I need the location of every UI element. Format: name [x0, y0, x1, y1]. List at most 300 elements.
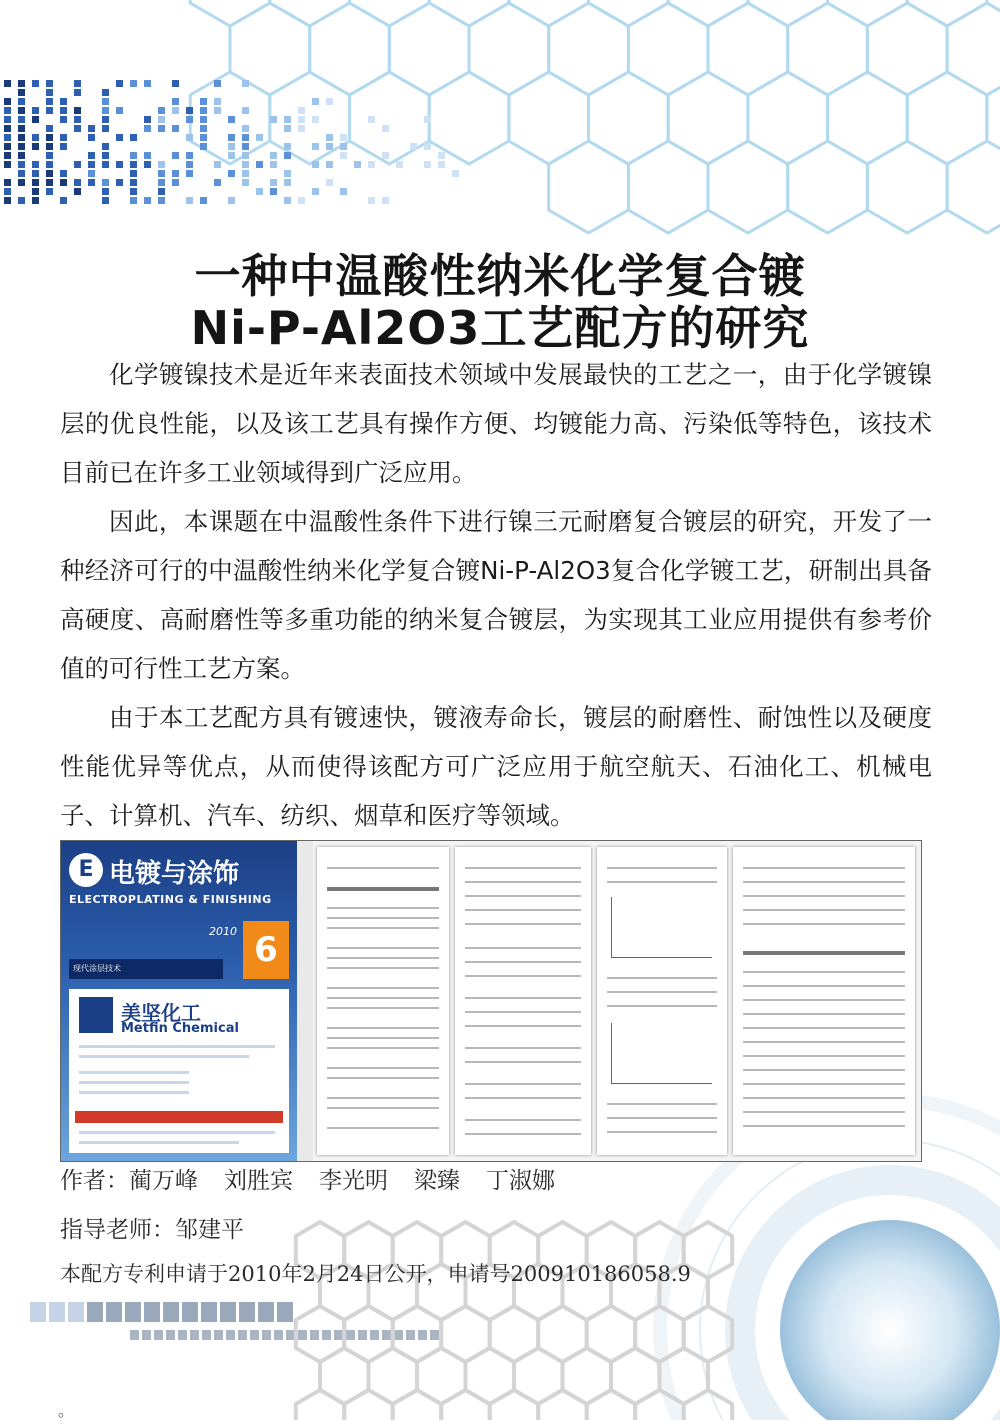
pixel-square [346, 1330, 355, 1340]
journal-name-en: ELECTROPLATING & FINISHING [69, 893, 272, 906]
pixel-square [116, 161, 123, 168]
page-text-line [327, 927, 439, 929]
pixel-square [144, 125, 151, 132]
pixel-square [158, 161, 165, 168]
page-text-line [743, 1041, 905, 1043]
hexagon [509, 0, 589, 26]
pixel-square [250, 1330, 259, 1340]
pixel-square [186, 152, 193, 159]
pixel-square [242, 152, 249, 159]
pixel-square [4, 134, 11, 141]
page-text-line [327, 1127, 439, 1129]
author-name: 蔺万峰 [129, 1168, 198, 1194]
ad-text-line [79, 1091, 189, 1094]
pixel-square [30, 1302, 46, 1322]
pixel-square [46, 179, 53, 186]
pixel-square [438, 161, 445, 168]
pixel-square [88, 134, 95, 141]
advertiser-name-cn: 美坚化工 [121, 1001, 201, 1025]
pixel-square [340, 134, 347, 141]
pixel-square [190, 1330, 199, 1340]
page-text-line [607, 1117, 717, 1119]
pixel-square [270, 188, 277, 195]
journal-photo [60, 840, 922, 1162]
pixel-square [284, 116, 291, 123]
pixel-square [334, 1330, 343, 1340]
pixel-square [200, 125, 207, 132]
cover-band: 现代涂层技术 [69, 959, 223, 979]
page-text-line [743, 1111, 905, 1113]
article-page [317, 847, 449, 1155]
pixel-square [172, 80, 179, 87]
hexagon [469, 3, 549, 95]
article-page [733, 847, 915, 1155]
pixel-square [102, 188, 109, 195]
pixel-square [130, 80, 137, 87]
pixel-square [74, 125, 81, 132]
pixel-square [242, 125, 249, 132]
page-text-line [465, 881, 581, 883]
pixel-square [144, 152, 151, 159]
pixel-square [284, 125, 291, 132]
pixel-square [186, 197, 193, 204]
pixel-square [60, 116, 67, 123]
pixel-square [430, 1330, 439, 1340]
pixel-square [18, 134, 25, 141]
pixel-square [18, 107, 25, 114]
pixel-square [32, 80, 39, 87]
pixel-square [226, 1330, 235, 1340]
pixel-square [130, 1330, 139, 1340]
advisor-line [60, 1211, 244, 1244]
ad-text-line [79, 1081, 189, 1084]
pixel-square [312, 98, 319, 105]
pixel-square [172, 98, 179, 105]
page-text-line [327, 867, 439, 869]
pixel-square [46, 188, 53, 195]
page-text-line [743, 1125, 905, 1127]
pixel-square [200, 143, 207, 150]
advisor-name: 邹建平 [175, 1217, 244, 1243]
page-text-line [327, 1027, 439, 1029]
pixel-square [172, 125, 179, 132]
pixel-square [154, 1330, 163, 1340]
hexagon-pattern-top [190, 0, 1000, 233]
pixel-square [382, 1330, 391, 1340]
hexagon [549, 141, 629, 233]
page-text-line [607, 1005, 717, 1007]
pixel-square [284, 152, 291, 159]
pixel-square [88, 152, 95, 159]
pixel-square [370, 1330, 379, 1340]
pixel-square [18, 125, 25, 132]
pixel-square [46, 161, 53, 168]
pixel-square [18, 152, 25, 159]
hexagon [270, 72, 350, 164]
pixel-square [340, 152, 347, 159]
page-text-line [465, 1061, 581, 1063]
pixel-square [312, 161, 319, 168]
hexagon [867, 141, 947, 233]
page-text-line [465, 923, 581, 925]
pixel-square [18, 143, 25, 150]
pixel-square [452, 170, 459, 177]
pixel-square [102, 179, 109, 186]
article-page [455, 847, 591, 1155]
pixel-square [368, 116, 375, 123]
pixel-square [74, 80, 81, 87]
hexagon [587, 1390, 636, 1420]
pixel-square [220, 1302, 236, 1322]
hexagon [947, 141, 1000, 233]
pixel-square [130, 152, 137, 159]
pixel-square [200, 197, 207, 204]
pixel-square [239, 1302, 255, 1322]
pixel-square [172, 179, 179, 186]
pixel-square [46, 143, 53, 150]
pixel-square [424, 143, 431, 150]
pixel-square [46, 107, 53, 114]
page-text-line [327, 967, 439, 969]
hexagon [668, 0, 748, 26]
pixel-square [4, 80, 11, 87]
pixel-square [228, 143, 235, 150]
pixel-square [214, 1330, 223, 1340]
pixel-square [172, 107, 179, 114]
pixel-square [186, 161, 193, 168]
pixel-square [418, 1330, 427, 1340]
pixel-square [298, 1330, 307, 1340]
pixel-square [200, 98, 207, 105]
pixel-square [256, 161, 263, 168]
page-text-line [465, 1133, 581, 1135]
pixel-square [298, 116, 305, 123]
pixel-square [60, 143, 67, 150]
pixel-square [158, 170, 165, 177]
page-text-line [327, 957, 439, 959]
pixel-square [4, 107, 11, 114]
page-title-line [327, 887, 439, 891]
page-text-line [465, 947, 581, 949]
pixel-square [270, 161, 277, 168]
pixel-square [242, 179, 249, 186]
pixel-square [158, 197, 165, 204]
pixel-square [46, 80, 53, 87]
pixel-square [102, 98, 109, 105]
pixel-square [46, 152, 53, 159]
page-figure [611, 1023, 712, 1084]
page-text-line [465, 1083, 581, 1085]
pixel-square [18, 98, 25, 105]
pixel-square [4, 161, 11, 168]
page-text-line [743, 867, 905, 869]
hexagon [509, 72, 589, 164]
journal-cover [61, 841, 297, 1161]
page-text-line [743, 1027, 905, 1029]
page-text-line [465, 1119, 581, 1121]
page-text-line [607, 1103, 717, 1105]
pixel-square [326, 98, 333, 105]
hexagon [538, 1390, 587, 1420]
pixel-square [32, 134, 39, 141]
pixel-square [186, 170, 193, 177]
pixel-square [228, 170, 235, 177]
pixel-square [88, 161, 95, 168]
pixel-square [46, 98, 53, 105]
pixel-square [74, 179, 81, 186]
pixel-square [256, 134, 263, 141]
paragraph-2: 因此，本课题在中温酸性条件下进行镍三元耐磨复合镀层的研究，开发了一种经济可行的中温酸性纳米化学复合镀Ni-P-Al2O3复合化学镀工艺，研制出具备高硬度、高耐磨性等多重功能的纳米复合镀层，为实现其工业应用提供有参考价值的可行性工艺方案。 [60, 507, 932, 683]
author-name: 梁臻 [414, 1168, 460, 1194]
journal-logo-icon: E [69, 853, 103, 887]
pixel-square [200, 134, 207, 141]
hexagon [708, 3, 788, 95]
pixel-square [270, 116, 277, 123]
page-text-line [465, 1097, 581, 1099]
pixel-square [32, 143, 39, 150]
page-text-line [465, 1025, 581, 1027]
hexagon [828, 72, 908, 164]
hexagon [190, 0, 270, 26]
pixel-square [32, 107, 39, 114]
pixel-square [214, 98, 221, 105]
pixel-square [312, 188, 319, 195]
advertiser-name-en: Metfin Chemical [121, 1021, 239, 1036]
pixel-square [60, 134, 67, 141]
hexagon [429, 72, 509, 164]
pixel-square [326, 161, 333, 168]
article-page [597, 847, 727, 1155]
page-text-line [465, 909, 581, 911]
pixel-square [326, 143, 333, 150]
page-text-line [607, 991, 717, 993]
author-name: 刘胜宾 [224, 1168, 293, 1194]
page-text-line [743, 895, 905, 897]
pixel-square [130, 170, 137, 177]
page-text-line [607, 977, 717, 979]
pixel-square [284, 179, 291, 186]
hexagon [828, 0, 908, 26]
pixel-square [102, 89, 109, 96]
pixel-square [256, 188, 263, 195]
pixel-square [424, 116, 431, 123]
pixel-square [172, 152, 179, 159]
pixel-square [102, 116, 109, 123]
page-text-line [743, 923, 905, 925]
pixel-square [242, 143, 249, 150]
pixel-square-pattern-top [4, 80, 459, 204]
pixel-square [410, 143, 417, 150]
hexagon [947, 3, 1000, 95]
pixel-square [202, 1330, 211, 1340]
hexagon [344, 1390, 393, 1420]
pixel-square [242, 80, 249, 87]
pixel-square [88, 170, 95, 177]
page-text-line [607, 867, 717, 869]
pixel-square [102, 161, 109, 168]
hexagon [628, 3, 708, 95]
pixel-square [32, 197, 39, 204]
hexagon [441, 1390, 490, 1420]
pixel-square [4, 152, 11, 159]
advisor-label: 指导老师： [60, 1217, 175, 1243]
pixel-square [186, 116, 193, 123]
pixel-square [298, 197, 305, 204]
title-line-1: 一种中温酸性纳米化学复合镀 [194, 249, 806, 303]
pixel-square [32, 188, 39, 195]
pixel-square [130, 161, 137, 168]
pixel-square [258, 1302, 274, 1322]
hexagon [788, 3, 868, 95]
pixel-square [144, 161, 151, 168]
ad-red-strip [75, 1111, 283, 1123]
pixel-square [242, 134, 249, 141]
pixel-square [46, 89, 53, 96]
pixel-square [228, 116, 235, 123]
pixel-square [46, 170, 53, 177]
hexagon [230, 3, 310, 95]
pixel-square [158, 188, 165, 195]
journal-article-pages [313, 841, 921, 1161]
page-text-line [465, 1011, 581, 1013]
pixel-square [340, 188, 347, 195]
hexagon [708, 141, 788, 233]
pixel-square [340, 143, 347, 150]
pixel-square [298, 125, 305, 132]
hexagon [867, 3, 947, 95]
pixel-square [284, 170, 291, 177]
pixel-square [228, 152, 235, 159]
pixel-square [74, 89, 81, 96]
pixel-square [286, 1330, 295, 1340]
pixel-square [130, 197, 137, 204]
hexagon [389, 3, 469, 95]
page-figure [611, 897, 712, 958]
pixel-square [130, 188, 137, 195]
pixel-square [214, 161, 221, 168]
pixel-square [102, 143, 109, 150]
pixel-square [102, 152, 109, 159]
pixel-square [186, 134, 193, 141]
ad-text-line [79, 1045, 275, 1048]
pixel-square [46, 134, 53, 141]
hexagon [393, 1390, 442, 1420]
page-text-line [327, 1007, 439, 1009]
pixel-square [4, 98, 11, 105]
pixel-square [18, 179, 25, 186]
pixel-square [158, 107, 165, 114]
page-text-line [607, 1131, 717, 1133]
pixel-square [18, 116, 25, 123]
pixel-square [438, 152, 445, 159]
pixel-square [284, 197, 291, 204]
hexagon [296, 1390, 344, 1420]
pixel-square [60, 170, 67, 177]
authors-label: 作者： [60, 1168, 129, 1194]
ad-text-line [79, 1131, 275, 1134]
pixel-square [396, 161, 403, 168]
hexagon [987, 72, 1000, 164]
page-text-line [743, 1069, 905, 1071]
pixel-square [74, 188, 81, 195]
pixel-square [322, 1330, 331, 1340]
pixel-square [32, 170, 39, 177]
page-text-line [743, 1055, 905, 1057]
pixel-square [87, 1302, 103, 1322]
page-text-line [743, 999, 905, 1001]
pixel-square [116, 134, 123, 141]
pixel-square [102, 125, 109, 132]
hexagon [907, 0, 987, 26]
page-text-line [743, 1013, 905, 1015]
pixel-square [60, 179, 67, 186]
pixel-square [4, 188, 11, 195]
page-text-line [327, 997, 439, 999]
pixel-square [277, 1302, 293, 1322]
page-text-line [327, 947, 439, 949]
pixel-square [60, 197, 67, 204]
hexagon [350, 0, 430, 26]
author-name: 丁淑娜 [486, 1168, 555, 1194]
title-line-2: Ni-P-Al2O3工艺配方的研究 [190, 301, 810, 355]
pixel-square [406, 1330, 415, 1340]
pixel-square [382, 197, 389, 204]
pixel-square [200, 107, 207, 114]
hexagon [684, 1390, 733, 1420]
pixel-square [18, 161, 25, 168]
pixel-square [4, 197, 11, 204]
pixel-square [74, 116, 81, 123]
page-text-line [465, 961, 581, 963]
pixel-square [358, 1330, 367, 1340]
page-text-line [327, 917, 439, 919]
pixel-square [310, 1330, 319, 1340]
pixel-square [4, 125, 11, 132]
page-text-line [327, 1077, 439, 1079]
hexagon [748, 72, 828, 164]
pixel-square [144, 80, 151, 87]
cover-advertisement [69, 989, 289, 1153]
pixel-square [394, 1330, 403, 1340]
hexagon [589, 0, 669, 26]
pixel-square [186, 107, 193, 114]
pixel-square [214, 179, 221, 186]
pixel-square-pattern-bottom [30, 1302, 439, 1340]
pixel-square [163, 1302, 179, 1322]
pixel-square [88, 179, 95, 186]
pixel-square [18, 170, 25, 177]
author-name: 李光明 [319, 1168, 388, 1194]
paragraph-1: 化学镀镍技术是近年来表面技术领域中发展最快的工艺之一，由于化学镀镍层的优良性能，以及该工艺具有操作方便、均镀能力高、污染低等特色，该技术目前已在许多工业领域得到广泛应用。 [60, 360, 932, 487]
pixel-square [4, 179, 11, 186]
pixel-square [32, 179, 39, 186]
pixel-square [102, 197, 109, 204]
pixel-square [312, 143, 319, 150]
authors-line [60, 1162, 581, 1195]
pixel-square [284, 143, 291, 150]
ad-text-line [79, 1141, 239, 1144]
pixel-square [116, 107, 123, 114]
pixel-square [326, 134, 333, 141]
patent-note: 本配方专利申请于2010年2月24日公开，申请号200910186058.9 [60, 1262, 691, 1286]
pixel-square [326, 179, 333, 186]
page-text-line [327, 1107, 439, 1109]
pixel-square [18, 80, 25, 87]
pixel-square [4, 116, 11, 123]
pixel-square [106, 1302, 122, 1322]
pixel-square [88, 125, 95, 132]
page-text-line [607, 881, 717, 883]
